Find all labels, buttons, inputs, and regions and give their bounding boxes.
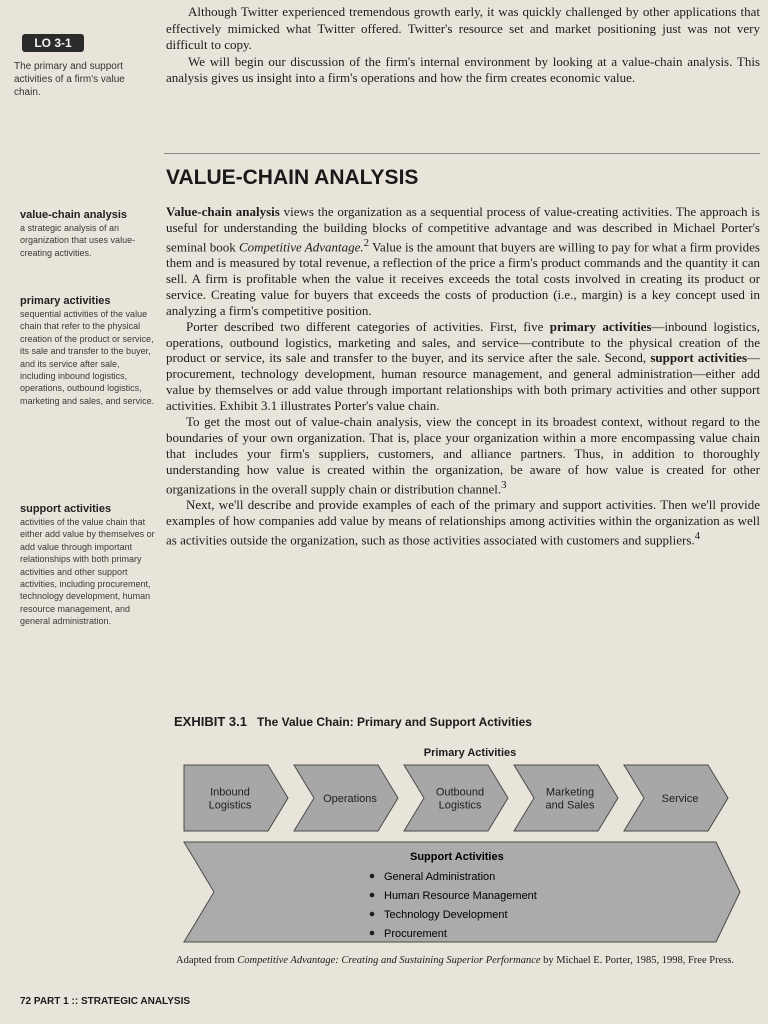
body-paragraph: To get the most out of value-chain analysis, view the concept in its broadest context, without regard to the boundaries of your own organization. That is, place your organization within a more encompassing value chain that includes your firm's suppliers, customers, and alliance partners. Thus, in addition to thoroughly understanding how value is created within the organization, be aware of how value is created for other organizations in the overall supply chain or distribution channel.$^3$	[166, 414, 760, 497]
bullet-icon	[370, 931, 375, 936]
body-paragraph: Porter described two different categories of activities. First, five primary activities—inbound logistics, operations, outbound logistics, marketing and sales, and service—contribute to the physical creation of the product or service, its sale and transfer to the buyer, and its service after the sale. Second, support activities—procurement, technology development, human resource management, and general administration—either add value by themselves or add value through important relationships with both primary activities and other support activities. Exhibit 3.1 illustrates Porter's value chain.	[166, 318, 760, 414]
primary-activity-label	[209, 787, 252, 812]
body-text	[166, 204, 760, 548]
intro-paragraph: We will begin our discussion of the firm's internal environment by looking at a value-chain analysis. This analysis gives us insight into a firm's operations and how the firm creates economic value.	[166, 53, 760, 85]
support-activity-item: Technology Development	[384, 909, 508, 921]
glossary-entry	[20, 502, 156, 628]
key-term: support activities	[650, 350, 747, 366]
exhibit-source-caption: Adapted from Competitive Advantage: Creating and Sustaining Superior Performance by Michael E. Porter, 1985, 1998, Free Press.	[176, 955, 735, 966]
primary-activity-label-line: and Sales	[545, 799, 595, 812]
source-book-title: Competitive Advantage: Creating and Sustaining Superior Performance	[237, 955, 541, 966]
book-title: Competitive Advantage.	[238, 239, 364, 255]
section-heading: VALUE-CHAIN ANALYSIS	[166, 166, 419, 189]
support-activity-item: General Administration	[384, 871, 496, 883]
glossary-definition: sequential activities of the value chain that refer to the physical creation of the product or service, its sale and transfer to the buyer, and its service after sale, including inbound logistics, operations, outbound logistics, marketing and sales, and service.	[20, 309, 155, 406]
primary-activity-label-line: Logistics	[208, 799, 252, 812]
primary-activity-label-line: Operations	[323, 793, 377, 805]
footnote-ref: 2	[363, 236, 370, 249]
intro-paragraph: Although Twitter experienced tremendous growth early, it was quickly challenged by other applications that effectively mimicked what Twitter offered. Twitter's resource set and market positioning just was not very difficult to copy.	[166, 4, 760, 52]
support-activity-item: Procurement	[384, 928, 447, 940]
primary-activity-label	[436, 787, 484, 812]
bullet-icon	[370, 893, 375, 898]
primary-activity-label-line: Marketing	[545, 786, 595, 799]
support-activities-title: Support Activities	[410, 851, 504, 863]
primary-activity-label	[546, 787, 595, 812]
primary-activity-label	[323, 793, 377, 805]
glossary-term: primary activities	[20, 295, 111, 307]
primary-activity-label-line: Outbound	[435, 786, 485, 799]
primary-activity-label-line: Service	[661, 793, 699, 805]
glossary-entry	[20, 294, 156, 407]
bullet-icon	[370, 912, 375, 917]
footnote-ref: 3	[501, 478, 507, 491]
glossary-term: support activities	[20, 503, 112, 515]
primary-activity-label-line: Inbound	[210, 786, 250, 799]
primary-activity-label-line: Logistics	[438, 799, 482, 812]
body-paragraph: Value-chain analysis views the organization as a sequential process of value-creating activities. The approach is useful for understanding the building blocks of competitive advantage and was described in Michael Porter's seminal book Competitive Advantage.$^2$ Value is the amount that buyers are willing to pay for what a firm provides them and is measured by total revenue, a reflection of the price a firm's product commands and the quantity it can sell. A firm is profitable when the value it receives exceeds the total costs involved in creating its product or service. Creating value for buyers that exceeds the costs of production (i.e., margin) is a key concept used in analyzing a firm's competitive position.	[166, 204, 760, 318]
glossary-term: value-chain analysis	[20, 209, 127, 221]
body-paragraph: Next, we'll describe and provide examples of each of the primary and support activities. Then we'll provide examples of how companies add value by means of relationships among activities within the organization as well as activities outside the organization, such as those activities associated with customers and suppliers.$^4$	[166, 496, 760, 548]
learning-objective-text: The primary and support activities of a firm's value chain.	[14, 61, 125, 98]
primary-activity-label	[662, 793, 699, 805]
exhibit-caption-title: The Value Chain: Primary and Support Activities	[256, 715, 532, 729]
learning-objective-badge: LO 3-1	[22, 34, 84, 52]
footnote-ref: 4	[694, 529, 701, 542]
exhibit-number: EXHIBIT 3.1	[174, 714, 247, 729]
key-term: Value-chain analysis	[166, 204, 280, 219]
value-chain-diagram	[176, 760, 756, 950]
section-divider	[164, 153, 760, 154]
bullet-icon	[370, 874, 375, 879]
key-term: primary activities	[549, 318, 652, 334]
page-footer: 72 PART 1 :: STRATEGIC ANALYSIS	[20, 996, 191, 1007]
primary-activities-label: Primary Activities	[423, 747, 517, 759]
intro-text	[166, 4, 760, 87]
support-activity-item: Human Resource Management	[384, 890, 537, 902]
exhibit-title	[174, 714, 532, 729]
glossary-definition: activities of the value chain that either add value by themselves or add value through important relationships with both primary activities and other support activities, including procurement, technology development, human resource management, and general administration.	[20, 517, 155, 627]
glossary-entry	[20, 208, 156, 259]
glossary-definition: a strategic analysis of an organization that uses value-creating activities.	[20, 223, 136, 258]
